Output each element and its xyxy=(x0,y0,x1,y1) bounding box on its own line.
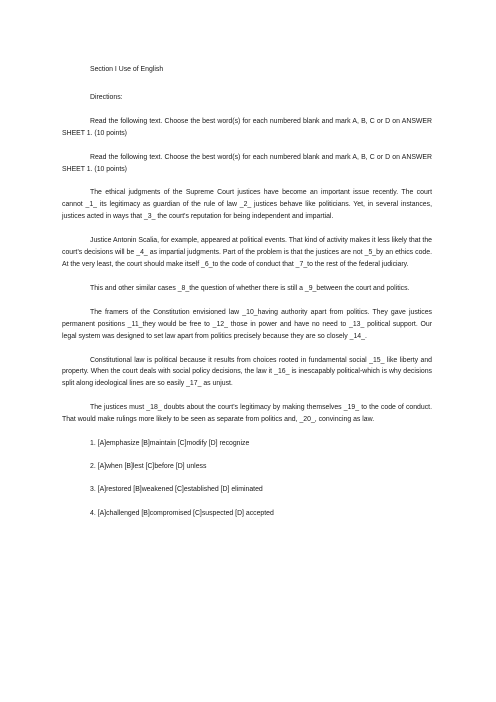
answer-option-line: 4. [A]challenged [B]compromised [C]suspected [D] accepted xyxy=(90,509,274,517)
instruction-paragraph: Read the following text. Choose the best word(s) for each numbered blank and mark A, B, C or D on ANSWER SHEET 1. (10 points) xyxy=(62,117,432,137)
passage-paragraph: The justices must _18_ doubts about the court’s legitimacy by making themselves _19_ to the code of conduct. That would make rulings more likely to be seen as separate from politics and, _20_, convincing as law. xyxy=(62,404,432,424)
passage-paragraph: This and other similar cases _8_the question of whether there is still a _9_between the court and politics. xyxy=(90,284,410,292)
instruction-paragraph: Read the following text. Choose the best word(s) for each numbered blank and mark A, B, C or D on ANSWER SHEET 1. (10 points) xyxy=(62,153,432,173)
answer-option-line: 1. [A]emphasize [B]maintain [C]modify [D] recognize xyxy=(90,440,250,448)
passage-paragraph: The framers of the Constitution envisioned law _10_having authority apart from politics. They gave justices permanent positions _11_they would be free to _12_ those in power and have no need to _13_ political support. Our legal system was designed to set law apart from politics precisely because they are so closely _14_. xyxy=(62,308,432,340)
answer-option-line: 3. [A]restored [B]weakened [C]established [D] eliminated xyxy=(90,486,263,494)
passage-paragraph: Justice Antonin Scalia, for example, appeared at political events. That kind of activity makes it less likely that the court’s decisions will be _4_ as impartial judgments. Part of the problem is that the justices are not _5_by an ethics code. At the very least, the court should make itself _6_to the code of conduct that _7_to the rest of the federal judiciary. xyxy=(62,237,432,268)
passage-paragraph: Constitutional law is political because it results from choices rooted in fundamental social _15_ like liberty and property. When the court deals with social policy decisions, the law it _16_ is inescapably political-which is why decisions split along ideological lines are so easily _17_ as unjust. xyxy=(62,356,432,388)
passage-paragraph: The ethical judgments of the Supreme Court justices have become an important issue recently. The court cannot _1_ its legitimacy as guardian of the rule of law _2_ justices behave like politicians. Yet, in several instances, justices acted in ways that _3_ the court's reputation for being independent and impartial. xyxy=(62,189,432,221)
section-title: Section I Use of English xyxy=(90,66,164,73)
answer-option-line: 2. [A]when [B]lest [C]before [D] unless xyxy=(90,463,207,471)
directions-label: Directions: xyxy=(90,93,123,101)
